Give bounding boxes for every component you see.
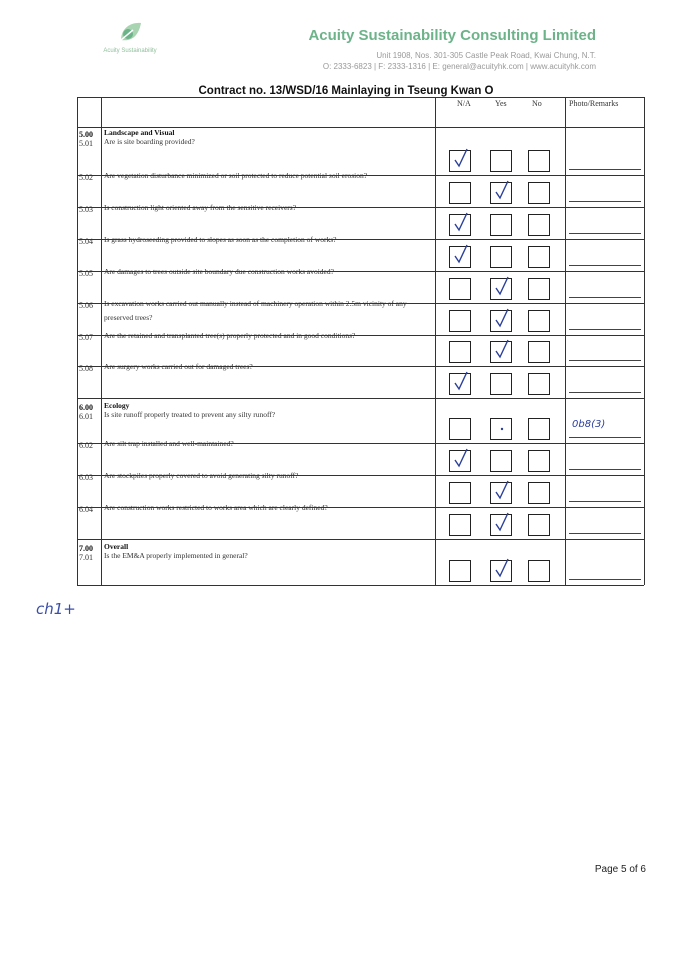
item-number: 5.01 bbox=[79, 139, 93, 148]
handwritten-signature: ch1+ bbox=[36, 600, 76, 618]
col-header-no: No bbox=[532, 99, 542, 108]
letterhead bbox=[0, 0, 692, 80]
checkbox-no[interactable] bbox=[528, 514, 550, 536]
checkbox-no[interactable] bbox=[528, 482, 550, 504]
section-number: 5.00 bbox=[79, 130, 93, 139]
checkbox-na[interactable] bbox=[449, 278, 471, 300]
remarks-line bbox=[569, 437, 641, 438]
checkbox-na[interactable] bbox=[449, 482, 471, 504]
remarks-line bbox=[569, 233, 641, 234]
section-number: 6.00 bbox=[79, 403, 93, 412]
remarks-line bbox=[569, 169, 641, 170]
page-number: Page 5 of 6 bbox=[594, 864, 646, 875]
item-number: 6.02 bbox=[79, 441, 93, 450]
checkmark-icon bbox=[451, 211, 471, 235]
section-title: Landscape and Visual bbox=[104, 128, 175, 137]
table-column-rule bbox=[565, 97, 566, 585]
item-number: 5.05 bbox=[79, 269, 93, 278]
col-header-na: N/A bbox=[457, 99, 471, 108]
checkmark-icon bbox=[451, 370, 471, 394]
remarks-line bbox=[569, 579, 641, 580]
remarks-line bbox=[569, 297, 641, 298]
item-question: Are damages to trees outside site boundary due construction works avoided? bbox=[104, 267, 334, 276]
checkbox-yes[interactable] bbox=[490, 182, 512, 204]
company-logo bbox=[100, 18, 160, 76]
checkbox-na[interactable] bbox=[449, 418, 471, 440]
checkmark-icon bbox=[492, 338, 512, 362]
item-number: 6.03 bbox=[79, 473, 93, 482]
checkbox-na[interactable] bbox=[449, 310, 471, 332]
checkbox-na[interactable] bbox=[449, 246, 471, 268]
contact-line: O: 2333-6823 | F: 2333-1316 | E: general@acuityhk.com | www.acuityhk.com bbox=[322, 62, 596, 71]
remarks-line bbox=[569, 201, 641, 202]
checkmark-icon bbox=[492, 511, 512, 535]
remarks-line bbox=[569, 360, 641, 361]
item-number: 6.04 bbox=[79, 505, 93, 514]
checkbox-na[interactable] bbox=[449, 182, 471, 204]
checkbox-no[interactable] bbox=[528, 150, 550, 172]
logo-text: Acuity Sustainability bbox=[103, 48, 157, 54]
checkbox-yes[interactable] bbox=[490, 482, 512, 504]
item-number: 5.02 bbox=[79, 173, 93, 182]
checkbox-no[interactable] bbox=[528, 418, 550, 440]
checkbox-yes[interactable] bbox=[490, 450, 512, 472]
col-header-yes: Yes bbox=[495, 99, 507, 108]
item-question: Is the EM&A properly implemented in general? bbox=[104, 551, 248, 560]
company-name: Acuity Sustainability Consulting Limited bbox=[308, 27, 596, 44]
item-question: Are construction works restricted to works area which are clearly defined? bbox=[104, 503, 328, 512]
checkbox-yes[interactable] bbox=[490, 341, 512, 363]
checkbox-na[interactable] bbox=[449, 150, 471, 172]
checkbox-yes[interactable] bbox=[490, 310, 512, 332]
item-number: 5.06 bbox=[79, 301, 93, 310]
col-header-remarks: Photo/Remarks bbox=[569, 99, 619, 108]
checkbox-yes[interactable] bbox=[490, 246, 512, 268]
checkbox-na[interactable] bbox=[449, 341, 471, 363]
checkmark-icon bbox=[451, 147, 471, 171]
checkbox-no[interactable] bbox=[528, 182, 550, 204]
table-row-rule bbox=[77, 127, 644, 128]
remarks-line bbox=[569, 469, 641, 470]
item-question: Are the retained and transplanted tree(s) properly protected and in good conditions? bbox=[104, 331, 356, 340]
checkbox-no[interactable] bbox=[528, 341, 550, 363]
checkbox-yes[interactable] bbox=[490, 514, 512, 536]
table-row-rule bbox=[77, 585, 644, 586]
checkmark-icon bbox=[492, 179, 512, 203]
checkbox-yes[interactable] bbox=[490, 373, 512, 395]
checkbox-yes[interactable] bbox=[490, 418, 512, 440]
item-number: 6.01 bbox=[79, 412, 93, 421]
section-title: Overall bbox=[104, 542, 129, 551]
item-question: Are stockpiles properly covered to avoid generating silty runoff? bbox=[104, 471, 299, 480]
checkbox-no[interactable] bbox=[528, 214, 550, 236]
checkbox-no[interactable] bbox=[528, 450, 550, 472]
remarks-line bbox=[569, 329, 641, 330]
checkmark-icon bbox=[492, 557, 512, 581]
remarks-line bbox=[569, 265, 641, 266]
checkbox-yes[interactable] bbox=[490, 214, 512, 236]
checkbox-yes[interactable] bbox=[490, 150, 512, 172]
document-title: Contract no. 13/WSD/16 Mainlaying in Tseung Kwan O bbox=[198, 85, 494, 97]
checkbox-no[interactable] bbox=[528, 310, 550, 332]
checkbox-yes[interactable] bbox=[490, 278, 512, 300]
checklist-table bbox=[77, 97, 644, 585]
item-number: 7.01 bbox=[79, 553, 93, 562]
checkbox-na[interactable] bbox=[449, 214, 471, 236]
item-question: Is construction light oriented away from the sensitive receivers? bbox=[104, 203, 297, 212]
checkbox-na[interactable] bbox=[449, 373, 471, 395]
section-number: 7.00 bbox=[79, 544, 93, 553]
checkmark-icon bbox=[451, 447, 471, 471]
item-number: 5.03 bbox=[79, 205, 93, 214]
checkmark-icon bbox=[492, 479, 512, 503]
checkbox-na[interactable] bbox=[449, 450, 471, 472]
checkmark-icon bbox=[492, 275, 512, 299]
checkbox-yes[interactable] bbox=[490, 560, 512, 582]
checkmark-icon bbox=[492, 307, 512, 331]
table-row-rule bbox=[77, 398, 644, 399]
checkmark-icon bbox=[451, 243, 471, 267]
checkbox-no[interactable] bbox=[528, 246, 550, 268]
section-title: Ecology bbox=[104, 401, 130, 410]
dot-mark-icon bbox=[492, 415, 512, 439]
table-row-rule bbox=[77, 97, 644, 98]
table-column-rule bbox=[77, 97, 78, 585]
checkbox-no[interactable] bbox=[528, 560, 550, 582]
address-line: Unit 1908, Nos. 301-305 Castle Peak Road, Kwai Chung, N.T. bbox=[376, 51, 596, 60]
table-column-rule bbox=[644, 97, 645, 585]
photo-remark: 0b8(3) bbox=[572, 419, 606, 430]
item-question: Is grass hydroseeding provided to slopes as soon as the completion of works? bbox=[104, 235, 337, 244]
remarks-line bbox=[569, 533, 641, 534]
checkbox-na[interactable] bbox=[449, 514, 471, 536]
item-number: 5.08 bbox=[79, 364, 93, 373]
item-question: Are surgery works carried out for damaged trees? bbox=[104, 362, 253, 371]
remarks-line bbox=[569, 392, 641, 393]
item-question: Are is site boarding provided? bbox=[104, 137, 195, 146]
table-column-rule bbox=[101, 97, 102, 585]
table-column-rule bbox=[435, 97, 436, 585]
checkbox-no[interactable] bbox=[528, 373, 550, 395]
leaf-logo-icon bbox=[115, 18, 145, 48]
table-row-rule bbox=[77, 539, 644, 540]
checkbox-no[interactable] bbox=[528, 278, 550, 300]
item-question: Are silt trap installed and well-maintained? bbox=[104, 439, 234, 448]
remarks-line bbox=[569, 501, 641, 502]
item-question: Are vegetation disturbance minimized or soil protected to reduce potential soil erosion? bbox=[104, 171, 368, 180]
item-question: Is excavation works carried out manually instead of machinery operation within 2.5m vicinity of any preserved trees? bbox=[104, 299, 407, 322]
item-number: 5.04 bbox=[79, 237, 93, 246]
checkbox-na[interactable] bbox=[449, 560, 471, 582]
item-number: 5.07 bbox=[79, 333, 93, 342]
item-question: Is site runoff properly treated to prevent any silty runoff? bbox=[104, 410, 276, 419]
company-address bbox=[323, 50, 596, 72]
